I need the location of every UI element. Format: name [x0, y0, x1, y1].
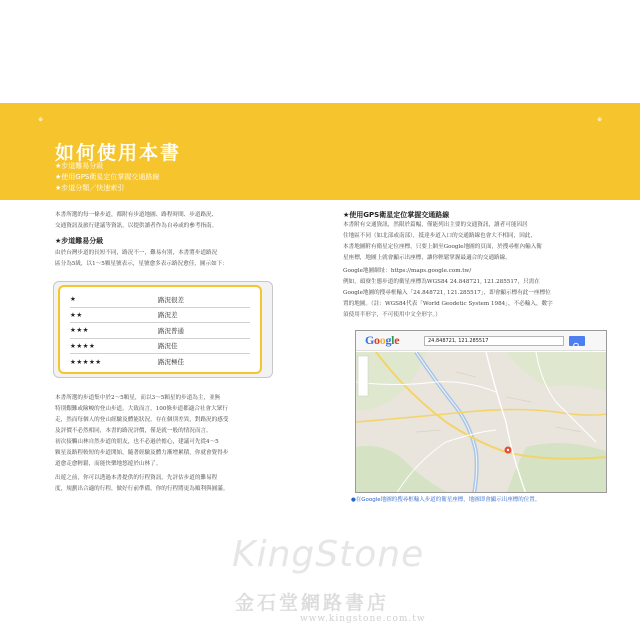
rating-label: 路況普通: [158, 326, 184, 335]
intro-paragraph: 本書所選的每一條步道，都附有步道地圖、路程時間、步道路況、 交通資訊及旅行建議等資訊，以提供讀者作為自尋或的參考指南。: [55, 212, 218, 229]
registration-mark-icon: ⊕: [597, 116, 603, 123]
banner-bullet: ★步道分類／快速索引: [55, 184, 125, 192]
map-view[interactable]: [356, 352, 607, 493]
difficulty-heading: ★步道難易分級: [55, 237, 104, 245]
search-icon: [569, 341, 585, 351]
banner-bullet: ★使用GPS衛星定位掌握交通路線: [55, 173, 160, 181]
google-logo: Google: [365, 333, 400, 347]
rating-stars: ★★★: [70, 326, 89, 335]
rating-row: [70, 339, 250, 355]
watermark-url: www.kingstone.com.tw: [300, 614, 426, 624]
figure-caption: ●在Google地圖的搜尋框輸入步道的衛星座標，地圖即會顯示出座標的位置。: [351, 497, 541, 503]
gps-heading: ★使用GPS衛星定位掌握交通路線: [343, 211, 450, 219]
page-title: 如何使用本書: [55, 142, 182, 164]
body-paragraph: 出遊之前，你可以透過本書提供的行程資訊，先評估步道的難易程 度，規劃出合適的行程，做好行前準備，你的行程將更為順利與圓滿。: [55, 475, 229, 492]
gps-paragraph: 本書附有交通資訊，然限於篇幅，僅能列出主要的交通資訊，讀者可能因居 住地區不同（如北部或南部），抵達步道入口的交通路線也會大不相同，因此， 本書地圖附有衛星定位座標，只要上網至Google地圖的頁面，於搜尋框內輸入衛 星座標，地圖上就會顯示出座標，讓你輕鬆掌握最適合的交通路線。: [343, 222, 542, 261]
search-button[interactable]: [569, 336, 585, 346]
registration-mark-icon: ⊕: [38, 116, 44, 123]
banner-bullet-list: [55, 161, 159, 194]
rating-label: 路況很差: [158, 295, 184, 304]
rating-row: [70, 292, 250, 308]
google-maps-screenshot: [355, 330, 607, 493]
watermark-logo: KingStone: [232, 534, 425, 575]
banner-bullet: ★步道難易分級: [55, 162, 104, 170]
rating-stars: ★★: [70, 310, 83, 319]
zoom-control[interactable]: [358, 356, 368, 396]
rating-table: [58, 285, 262, 374]
rating-label: 路況佳: [158, 342, 178, 351]
map-marker-icon: [505, 447, 512, 454]
google-search-bar: [356, 331, 606, 351]
body-paragraph: 本書所選的步道集中於2～5顆星，而以3～5顆星的步道為主，並無 特別艱難或險峻的登山步道，大致而言，100條步道都適合社會大眾行 走，然而每個人的登山經驗及體能狀況，存在個別差異，對路況的感受 及評價不必然相同，本書的路況評價，僅是就一般的情況而言。 初次接觸山林自然步道的朋友，也不必過於擔心，建議可先從4～5 顆星及路程較短的步道開始，隨著經驗及體力漸增累積，你就會覺得步 道愈走愈輕鬆，而能快樂地悠遊於山林了。: [55, 395, 229, 467]
search-input[interactable]: 24.848721, 121.285517: [424, 336, 564, 346]
rating-row: [70, 308, 250, 324]
rating-row: [70, 323, 250, 339]
rating-row: [70, 354, 250, 370]
rating-stars: ★: [70, 295, 77, 304]
rating-stars: ★★★★★: [70, 357, 102, 366]
difficulty-paragraph: 由於台灣步道的長短不同，路況不一，難易有別，本書將步道路況 區分為5級，以1～5顆星號表示，星號愈多表示路況愈佳，圖示如下：: [55, 250, 228, 267]
example-paragraph: 例如，頭寮生態步道的衛星座標為WGS84 24.848721, 121.285517，只需在 Google地圖的搜尋框輸入「24.848721, 121.285517」，即會顯示標有此一座標位 置的地圖。（註：WGS84代表「World Geodetic System 1984」，不必輸入，數字 須使用半形字，不可使用中文全形字。）: [343, 279, 553, 318]
watermark-store-name: 金石堂網路書店: [235, 592, 390, 614]
rating-label: 路況極佳: [158, 358, 184, 367]
google-maps-url: Google地圖網址：https://maps.google.com.tw/: [343, 268, 472, 274]
rating-stars: ★★★★: [70, 341, 96, 350]
rating-label: 路況差: [158, 311, 178, 320]
